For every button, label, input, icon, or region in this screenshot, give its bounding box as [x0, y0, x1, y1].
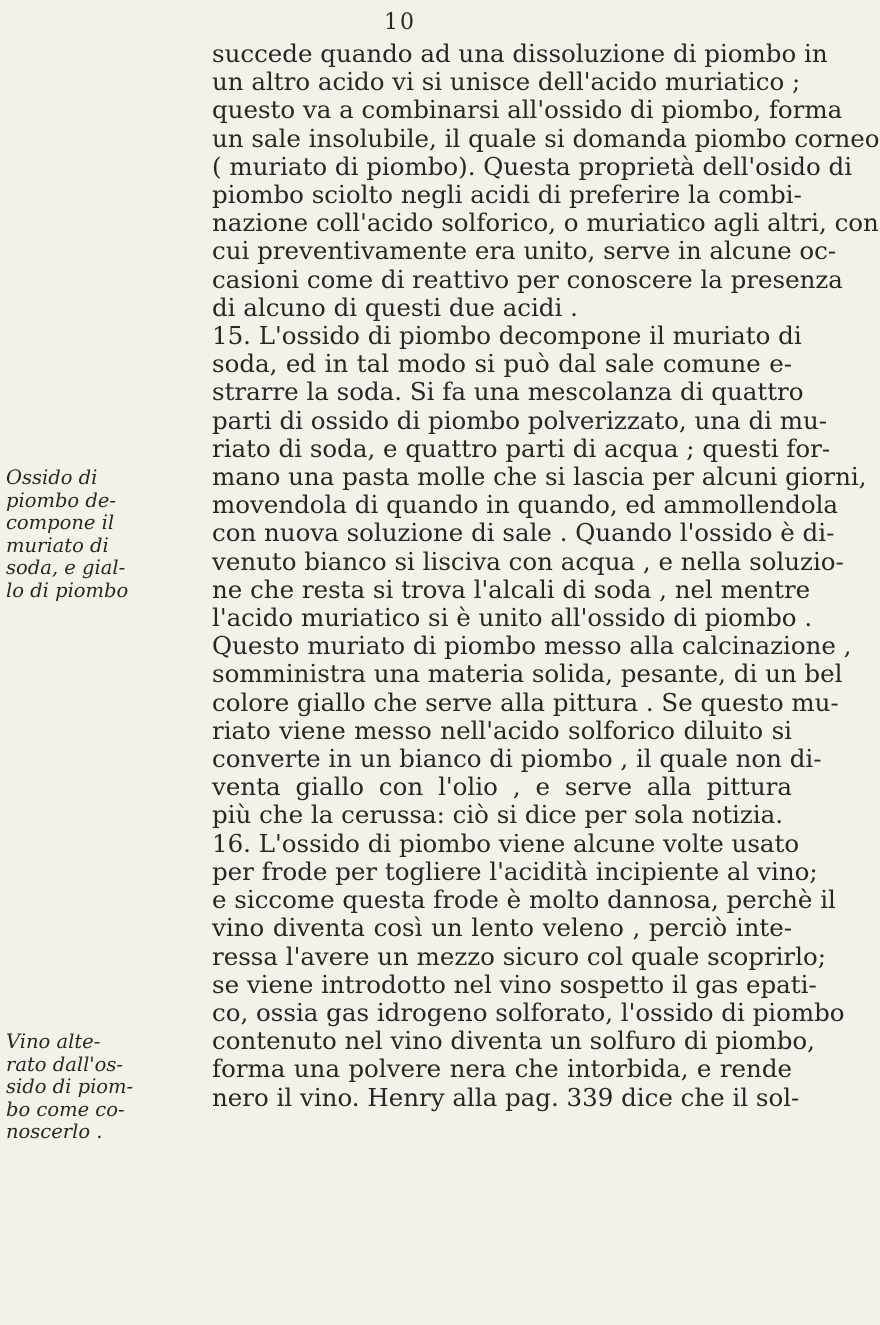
text-line: 15. L'ossido di piombo decompone il muriato di — [212, 321, 802, 351]
text-line: forma una polvere nera che intorbida, e rende — [212, 1054, 792, 1084]
margin-note-line: Vino alte- — [6, 1030, 101, 1053]
text-line: converte in un bianco di piombo , il quale non di- — [212, 744, 822, 774]
text-line: Questo muriato di piombo messo alla calcinazione , — [212, 631, 852, 661]
margin-note-line: noscerlo . — [6, 1120, 103, 1143]
margin-note-line: soda, e gial- — [6, 556, 126, 579]
text-line: mano una pasta molle che si lascia per alcuni giorni, — [212, 462, 867, 492]
text-line: venuto bianco si lisciva con acqua , e nella soluzio- — [212, 546, 844, 576]
text-line: casioni come di reattivo per conoscere la presenza — [212, 264, 843, 294]
margin-note-ossido-piombo — [6, 467, 208, 602]
text-line: strarre la soda. Si fa una mescolanza di quattro — [212, 377, 804, 407]
text-line: un sale insolubile, il quale si domanda piombo corneo — [212, 123, 880, 153]
text-line: somministra una materia solida, pesante, di un bel — [212, 659, 843, 689]
text-line: riato viene messo nell'acido solforico diluito si — [212, 715, 792, 745]
margin-note-line: Ossido di — [6, 466, 98, 489]
text-line: contenuto nel vino diventa un solfuro di piombo, — [212, 1026, 815, 1056]
text-line: ne che resta si trova l'alcali di soda , nel mentre — [212, 574, 811, 604]
text-line: con nuova soluzione di sale . Quando l'ossido è di- — [212, 518, 835, 548]
text-line: succede quando ad una dissoluzione di piombo in — [212, 39, 828, 68]
text-line: l'acido muriatico si è unito all'ossido di piombo . — [212, 603, 813, 633]
text-line: parti di ossido di piombo polverizzato, una di mu- — [212, 405, 828, 435]
text-line: colore giallo che serve alla pittura . Se questo mu- — [212, 687, 839, 717]
text-line: cui preventivamente era unito, serve in alcune oc- — [212, 236, 837, 266]
text-line: 16. L'ossido di piombo viene alcune volte usato — [212, 828, 800, 858]
text-line: se viene introdotto nel vino sospetto il gas epati- — [212, 969, 817, 999]
text-line: ( muriato di piombo). Questa proprietà dell'osido di — [212, 151, 853, 181]
text-line: e siccome questa frode è molto dannosa, perchè il — [212, 885, 836, 915]
text-line: di alcuno di questi due acidi . — [212, 292, 578, 322]
text-line: piombo sciolto negli acidi di preferire la combi- — [212, 180, 802, 210]
text-line: per frode per togliere l'acidità incipiente al vino; — [212, 856, 818, 886]
text-line: un altro acido vi si unisce dell'acido muriatico ; — [212, 67, 801, 97]
text-line: venta giallo con l'olio , e serve alla pittura — [212, 772, 792, 802]
body-text — [212, 39, 880, 1112]
text-line: nero il vino. Henry alla pag. 339 dice che il sol- — [212, 1082, 800, 1112]
text-line: ressa l'avere un mezzo sicuro col quale scoprirlo; — [212, 941, 826, 971]
text-line: nazione coll'acido solforico, o muriatico agli altri, con — [212, 208, 879, 238]
margin-note-line: sido di piom- — [6, 1075, 134, 1098]
text-line: soda, ed in tal modo si può dal sale comune e- — [212, 349, 792, 379]
page-number: 10 — [384, 10, 416, 35]
margin-note-line: lo di piombo — [6, 578, 129, 602]
margin-note-line: muriato di — [6, 533, 109, 557]
text-line: più che la cerussa: ciò si dice per sola notizia. — [212, 800, 784, 830]
text-line: co, ossia gas idrogeno solforato, l'ossido di piombo — [212, 997, 845, 1027]
text-line: movendola di quando in quando, ed ammollendola — [212, 490, 839, 520]
margin-note-vino-alterato — [6, 1031, 208, 1144]
margin-note-line: piombo de- — [6, 488, 116, 512]
margin-note-line: compone il — [6, 511, 115, 534]
text-line: vino diventa così un lento veleno , perciò inte- — [212, 913, 792, 943]
margin-note-line: rato dall'os- — [6, 1052, 123, 1076]
text-line: questo va a combinarsi all'ossido di piombo, forma — [212, 95, 843, 125]
margin-note-line: bo come co- — [6, 1097, 125, 1121]
text-line: riato di soda, e quattro parti di acqua ; questi for- — [212, 433, 831, 463]
